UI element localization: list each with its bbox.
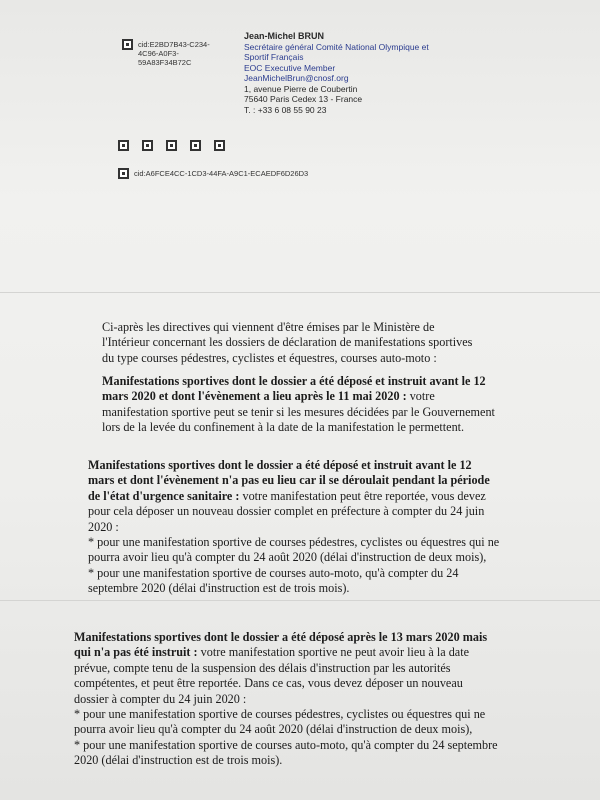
signature-name: Jean-Michel BRUN <box>244 31 325 41</box>
section-3 <box>74 630 498 769</box>
section-2-text: votre manifestation peut être reportée, vous devez pour cela déposer un nouveau dossier complet en préfecture à compter du 24 juin 2020 : <box>88 488 486 534</box>
broken-image-icon <box>214 140 225 151</box>
broken-image-icon <box>118 168 129 179</box>
signature-role: EOC Executive Member <box>244 62 336 73</box>
signature-city: 75640 Paris Cedex 13 - France <box>244 94 363 104</box>
broken-image-icon <box>166 140 177 151</box>
section-3-text: votre manifestation sportive ne peut avoir lieu à la date prévue, compte tenu de la suspension des délais d'instruction par les autorités compétentes, et peut être reportée. Dans ce cas, vous devez déposer un nouveau dossier à compter du 24 juin 2020 : <box>74 645 470 706</box>
broken-image-icon <box>122 39 133 50</box>
intro-paragraph: Ci-après les directives qui viennent d'être émises par le Ministère de l'Intérieur concernant les dossiers de déclaration de manifestations sportives du type courses pédestres, cyclistes et équestres, courses auto-moto : <box>102 320 473 365</box>
broken-image-icon <box>142 140 153 151</box>
cid-reference-2: cid:A6FCE4CC-1CD3-44FA-A9C1-ECAEDF6D26D3 <box>134 169 309 178</box>
signature-title: Secrétaire général Comité National Olympique et <box>244 41 429 52</box>
signature-phone: T. : +33 6 08 55 90 23 <box>244 104 327 115</box>
signature-title-cont: Sportif Français <box>244 52 304 62</box>
section-2 <box>88 458 500 597</box>
signature-email[interactable]: JeanMichelBrun@cnosf.org <box>244 73 349 83</box>
section-1-heading: Manifestations sportives dont le dossier a été déposé et instruit avant le 12 mars 2020 et dont l'évènement a lieu après le 11 mai 2020 : <box>102 374 486 404</box>
broken-image-icon <box>118 140 129 151</box>
section-1 <box>102 374 504 436</box>
section-3-heading: Manifestations sportives dont le dossier a été déposé après le 13 mars 2020 mais qui n'a pas été instruit : <box>74 630 488 660</box>
broken-image-icon <box>190 140 201 151</box>
signature-block <box>244 31 484 115</box>
section-3-bullet-2: * pour une manifestation sportive de courses auto-moto, qu'à compter du 24 septembre 2020 (délai d'instruction est de trois mois). <box>74 737 498 768</box>
signature-address: 1, avenue Pierre de Coubertin <box>244 83 358 94</box>
paper-fold <box>0 600 600 601</box>
section-2-bullet-2: * pour une manifestation sportive de courses auto-moto, qu'à compter du 24 septembre 2020 (délai d'instruction est de trois mois). <box>88 565 459 596</box>
cid-reference-1: cid:E2BD7B43-C234- 4C96-A0F3- 59A83F34B72C <box>138 40 210 67</box>
section-2-heading: Manifestations sportives dont le dossier a été déposé et instruit avant le 12 mars et dont l'évènement n'a pas eu lieu car il se déroulait pendant la période de l'état d'urgence sanitaire : <box>88 458 490 503</box>
paper-fold <box>0 292 600 293</box>
section-2-bullet-1: * pour une manifestation sportive de courses pédestres, cyclistes ou équestres qui ne pourra avoir lieu qu'à compter du 24 août 2020 (délai d'instruction de deux mois), <box>88 535 500 565</box>
section-3-bullet-1: * pour une manifestation sportive de courses pédestres, cyclistes ou équestres qui ne pourra avoir lieu qu'à compter du 24 août 2020 (délai d'instruction de deux mois), <box>74 707 486 737</box>
section-1-text: votre manifestation sportive peut se tenir si les mesures décidées par le Gouvernement lors de la levée du confinement à la date de la manifestation le permettent. <box>102 389 495 435</box>
